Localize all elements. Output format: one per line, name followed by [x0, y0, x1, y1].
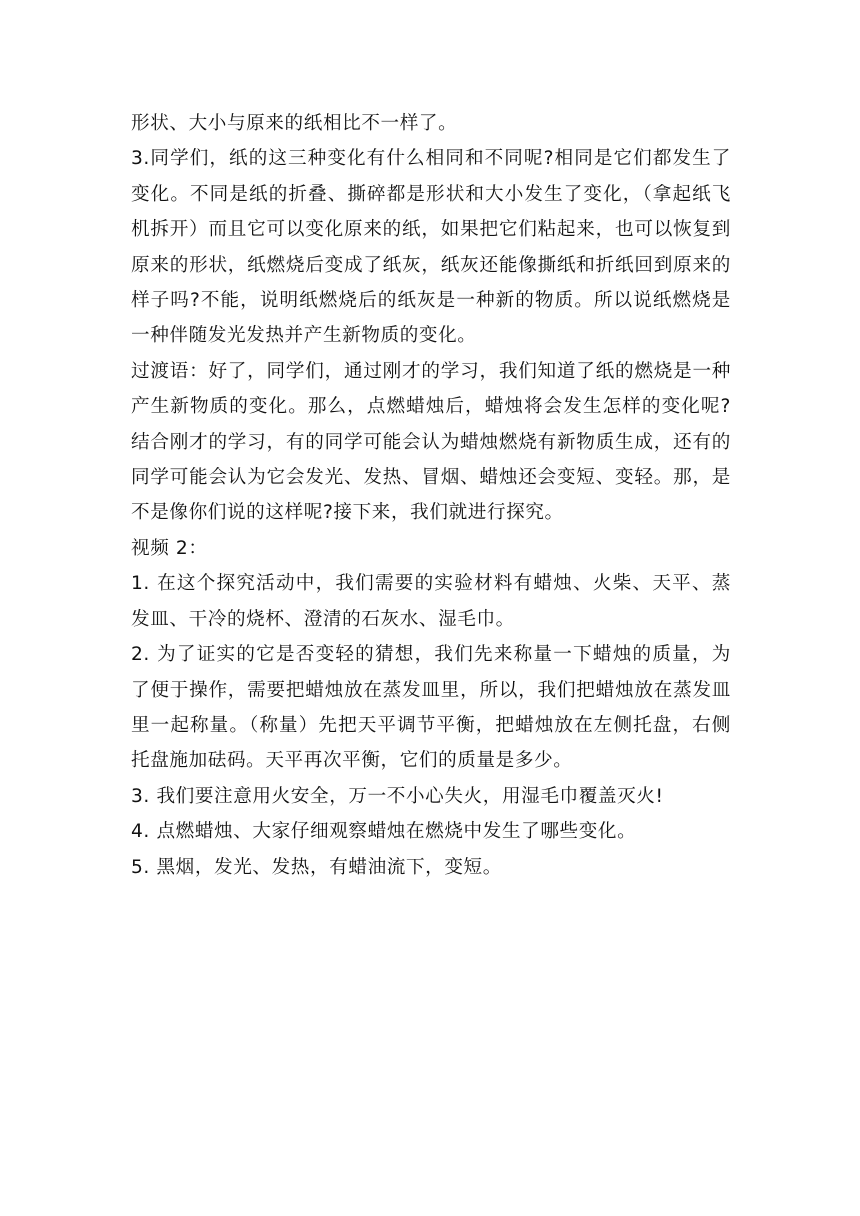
paragraph-step-4-observe: 4. 点燃蜡烛、大家仔细观察蜡烛在燃烧中发生了哪些变化。: [131, 821, 637, 843]
paragraph-step-3-safety: 3. 我们要注意用火安全，万一不小心失火，用湿毛巾覆盖灭火!: [131, 785, 664, 807]
document-body: [131, 106, 731, 885]
paragraph-paper-changes-comparison: 3.同学们，纸的这三种变化有什么相同和不同呢?相同是它们都发生了变化。不同是纸的折叠、撕碎都是形状和大小发生了变化，（拿起纸飞机拆开）而且它可以变化原来的纸，如果把它们粘起来，也可以恢复到原来的形状，纸燃烧后变成了纸灰，纸灰还能像撕纸和折纸回到原来的样子吗?不能，说明纸燃烧后的纸灰是一种新的物质。所以说纸燃烧是一种伴随发光发热并产生新物质的变化。: [131, 148, 731, 347]
paragraph-paper-shape: 形状、大小与原来的纸相比不一样了。: [131, 113, 458, 134]
paragraph-step-1-materials: 1. 在这个探究活动中，我们需要的实验材料有蜡烛、火柴、天平、蒸发皿、干冷的烧杯、澄清的石灰水、湿毛巾。: [131, 573, 731, 630]
paragraph-step-2-weighing: 2. 为了证实的它是否变轻的猜想，我们先来称量一下蜡烛的质量，为了便于操作，需要把蜡烛放在蒸发皿里，所以，我们把蜡烛放在蒸发皿里一起称量。（称量）先把天平调节平衡，把蜡烛放在左侧托盘，右侧托盘施加砝码。天平再次平衡，它们的质量是多少。: [131, 644, 731, 772]
paragraph-step-5-results: 5. 黑烟，发光、发热，有蜡油流下，变短。: [131, 856, 502, 878]
paragraph-video-heading: 视频 2：: [131, 537, 208, 559]
paragraph-transition: 过渡语：好了，同学们，通过刚才的学习，我们知道了纸的燃烧是一种产生新物质的变化。那么，点燃蜡烛后，蜡烛将会发生怎样的变化呢?结合刚才的学习，有的同学可能会认为蜡烛燃烧有新物质生成，还有的同学可能会认为它会发光、发热、冒烟、蜡烛还会变短、变轻。那，是不是像你们说的这样呢?接下来，我们就进行探究。: [131, 360, 731, 524]
